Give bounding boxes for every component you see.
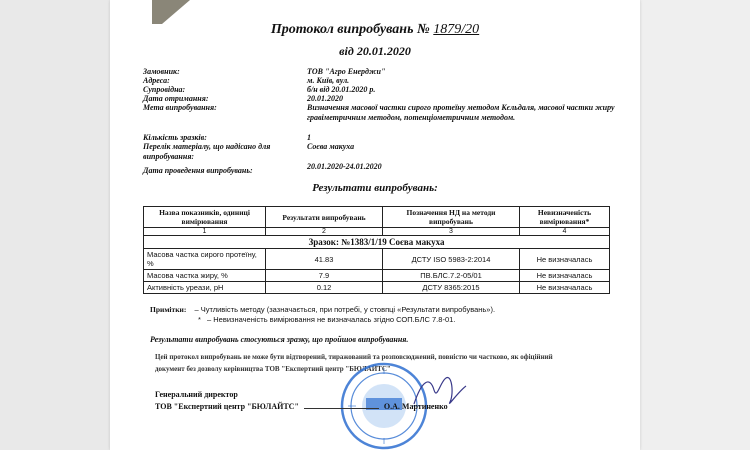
table-row [144, 282, 610, 294]
row-result: 0.12 [266, 282, 383, 294]
field-value-received-date: 20.01.2020 [307, 94, 343, 103]
header-uncertainty: Невизначеність вимірювання* [520, 207, 610, 228]
viewer-left-margin [0, 0, 110, 450]
signatory-position: Генеральний директор [155, 390, 238, 399]
index-cell: 3 [383, 228, 520, 236]
signatory-name: О.А. Мартиненко [383, 402, 448, 411]
field-label-sample-count: Кількість зразків: [143, 133, 207, 142]
header-indicator: Назва показників, одиниці вимірювання [144, 207, 266, 228]
field-label-accompanying: Супровідна: [143, 85, 186, 94]
notes-text-1: – Чутливість методу (зазначається, при потребі, у стовпці «Результати випробувань»). [194, 305, 496, 314]
field-label-received-date: Дата отримання: [143, 94, 209, 103]
field-value-sample-count: 1 [307, 133, 311, 142]
results-header-row [144, 207, 610, 228]
row-result: 41.83 [266, 249, 383, 270]
results-table [143, 206, 610, 294]
field-label-purpose: Мета випробування: [143, 103, 217, 112]
row-method: ДСТУ 8365:2015 [383, 282, 520, 294]
header-result: Результати випробувань [266, 207, 383, 228]
disclaimer-text: Цей протокол випробувань не може бути відтворений, тиражований та розповсюджений, повністю чи частково, як офіційний документ без дозволу керівництва ТОВ "Експертний центр "БЮЛАЙТС" [155, 353, 553, 373]
protocol-number: 1879/20 [433, 22, 480, 37]
field-label-test-dates: Дата проведення випробувань: [143, 166, 253, 175]
table-row [144, 249, 610, 270]
viewer-right-margin [640, 0, 750, 450]
field-value-accompanying: б/н від 20.01.2020 р. [307, 85, 376, 94]
row-uncertainty: Не визначалась [520, 282, 610, 294]
results-index-row [144, 228, 610, 236]
row-uncertainty: Не визначалась [520, 249, 610, 270]
row-indicator: Активність уреази, pH [144, 282, 266, 294]
index-cell: 2 [266, 228, 383, 236]
notes-label: Примітки: [150, 305, 187, 314]
row-method: ДСТУ ISO 5983-2:2014 [383, 249, 520, 270]
field-value-address: м. Київ, вул. [307, 76, 350, 85]
sample-row [144, 236, 610, 249]
field-value-client: ТОВ "Агро Енерджи" [307, 67, 386, 76]
field-label-address: Адреса: [143, 76, 170, 85]
row-indicator: Масова частка жиру, % [144, 270, 266, 282]
index-cell: 4 [520, 228, 610, 236]
protocol-title-text: Протокол випробувань № [270, 22, 430, 37]
sample-label: Зразок: №1383/1/19 Соєва макуха [144, 236, 610, 249]
document-page [110, 0, 640, 450]
field-value-material: Соєва макуха [307, 142, 355, 151]
row-uncertainty: Не визначалась [520, 270, 610, 282]
signature-line [304, 400, 379, 409]
row-method: ПВ.БЛС.7.2-05/01 [383, 270, 520, 282]
row-result: 7.9 [266, 270, 383, 282]
signatory-company: ТОВ "Експертний центр "БЮЛАЙТС" [155, 402, 299, 411]
page-corner-decoration [110, 0, 190, 24]
field-label-client: Замовник: [143, 67, 180, 76]
index-cell: 1 [144, 228, 266, 236]
notes-line-2 [198, 315, 455, 324]
table-row [144, 270, 610, 282]
row-indicator: Масова частка сирого протеїну, % [144, 249, 266, 270]
field-value-purpose: Визначення масової частки сирого протеїну методом Кєльдаля, масової частки жиру гравіметричним методом, потенціометричним методом. [307, 103, 615, 122]
signatory-company-line [155, 400, 448, 411]
notes-star: * [198, 315, 201, 324]
results-title: Результати випробувань: [312, 182, 438, 194]
header-method: Позначення НД на методи випробувань [383, 207, 520, 228]
protocol-date: від 20.01.2020 [339, 44, 411, 58]
notes-text-2: – Невизначеність вимірювання не визначалась згідно СОП.БЛС 7.8-01. [207, 315, 456, 324]
results-statement: Результати випробувань стосуються зразку, що пройшов випробування. [150, 335, 409, 344]
protocol-title [110, 22, 640, 38]
field-value-test-dates: 20.01.2020-24.01.2020 [307, 162, 382, 171]
notes-line-1 [150, 305, 495, 314]
field-label-material: Перелік матеріалу, що надісано для випробування: [143, 142, 271, 161]
